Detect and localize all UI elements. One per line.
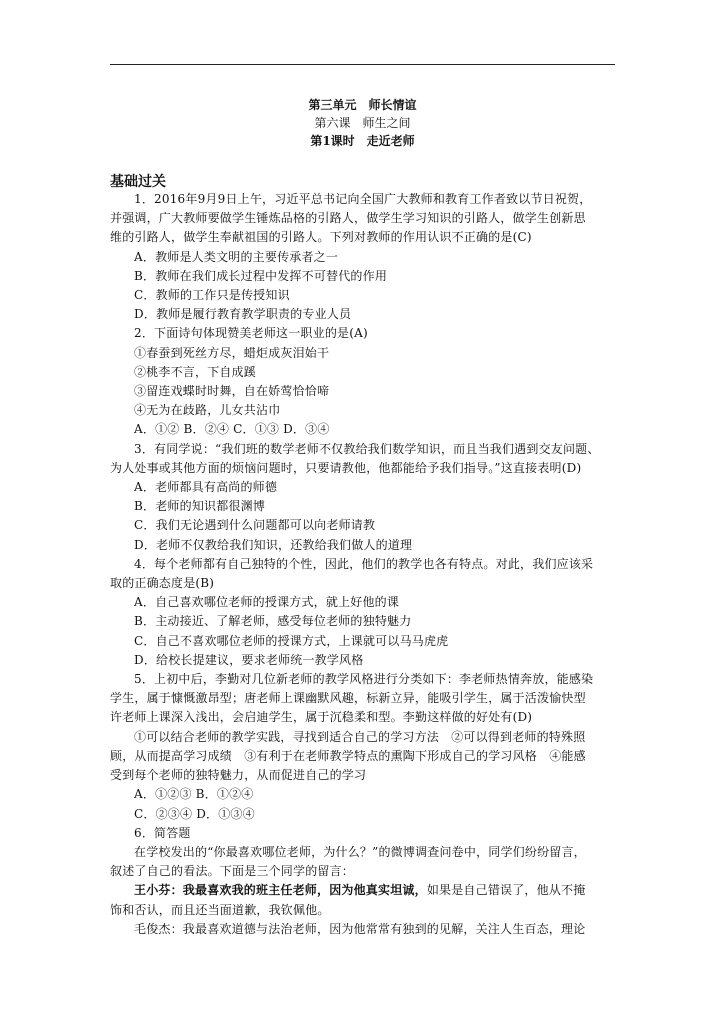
text-line: 顾，从而提高学习成绩 ③有利于在老师教学特点的熏陶下形成自己的学习风格 ④能感: [110, 748, 586, 763]
text-line: 毛俊杰：我最喜欢道德与法治老师，因为他常常有独到的见解，关注人生百态，理论: [134, 921, 586, 936]
text-line: 取的正确态度是(B): [110, 576, 215, 591]
quote-line: [110, 881, 615, 900]
option-line: ①春蚕到死丝方尽，蜡炬成灰泪始干: [134, 345, 330, 360]
quote-bold: 王小芬：我最喜欢我的班主任老师，因为他真实坦诚，: [134, 883, 427, 898]
text-line: 4．每个老师都有自己独特的个性，因此，他们的教学也各有特点。对此，我们应该采: [134, 556, 594, 571]
text-line: 在学校发出的“你最喜欢哪位老师，为什么？”的微博调查问卷中，同学们纷纷留言，: [134, 844, 586, 859]
text-line: 叙述了自己的看法。下面是三个同学的留言：: [110, 864, 355, 879]
text-line: 6．简答题: [134, 825, 191, 840]
option-line: B．老师的知识都很渊博: [134, 499, 266, 514]
option-line: A．老师都具有高尚的师德: [134, 480, 278, 495]
option-line: C．教师的工作只是传授知识: [134, 288, 290, 303]
text-line: ①可以结合老师的教学实践，寻找到适合自己的学习方法 ②可以得到老师的特殊照: [134, 729, 586, 744]
text-line: 5．上初中后，李勤对几位新老师的教学风格进行分类如下：李老师热情奔放，能感染: [134, 672, 594, 687]
option-line: A．①②③ B．①②④: [134, 787, 254, 802]
option-line: D．教师是履行教育教学职责的专业人员: [134, 307, 352, 322]
option-line: B．教师在我们成长过程中发挥不可替代的作用: [134, 268, 388, 283]
option-line: ③留连戏蝶时时舞，自在娇莺恰恰啼: [134, 384, 330, 399]
option-line: B．主动接近、了解老师，感受每位老师的独特魅力: [134, 614, 412, 629]
option-line: ④无为在歧路，儿女共沾巾: [134, 403, 281, 418]
text-line: 学生，属于慷慨激昂型；唐老师上课幽默风趣，标新立异，能吸引学生，属于活泼愉快型: [110, 691, 586, 706]
option-line: C．自己不喜欢哪位老师的授课方式，上课就可以马马虎虎: [134, 633, 449, 648]
section-title: 基础过关: [110, 174, 166, 190]
text-line: 并强调，广大教师要做学生锤炼品格的引路人，做学生学习知识的引路人，做学生创新思: [110, 211, 586, 226]
text-line: 2．下面诗句体现赞美老师这一职业的是(A): [134, 326, 368, 341]
text-line: 1．2016年9月9日上午，习近平总书记向全国广大教师和教育工作者致以节日祝贺，: [134, 192, 592, 206]
lesson-title: 第六课 师生之间: [314, 116, 411, 130]
text-line: 为人处事或其他方面的烦恼问题时，只要请教他，他都能给予我们指导。”这直接表明(D): [110, 460, 582, 475]
option-line: C．②③④ D．①③④: [134, 806, 255, 821]
option-line: C．我们无论遇到什么问题都可以向老师请教: [134, 518, 376, 533]
option-line: D．老师不仅教给我们知识，还教给我们做人的道理: [134, 537, 413, 552]
text-line: 许老师上课深入浅出，会启迪学生，属于沉稳柔和型。李勤这样做的好处有(D): [110, 710, 533, 725]
text-line: 饰和否认，而且还当面道歉，我钦佩他。: [110, 902, 330, 917]
option-line: A．①② B．②④ C．①③ D．③④: [134, 422, 330, 437]
option-line: ②桃李不言，下自成蹊: [134, 364, 257, 379]
text-line: 维的引路人，做学生奉献祖国的引路人。下列对教师的作用认识不正确的是(C): [110, 230, 532, 245]
period-title: 第1课时 走近老师: [310, 134, 415, 148]
text-line: 3．有同学说：“我们班的数学老师不仅教给我们数学知识，而且当我们遇到交友问题、: [134, 441, 600, 456]
unit-title: 第三单元 师长情谊: [308, 98, 417, 112]
text-line: 受到每个老师的独特魅力，从而促进自己的学习: [110, 768, 367, 783]
header-rule: [110, 64, 615, 65]
quote-rest: 如果是自己错误了，他从不掩: [426, 883, 586, 898]
option-line: D．给校长提建议，要求老师统一教学风格: [134, 652, 364, 667]
question-body: [110, 190, 615, 939]
option-line: A．自己喜欢哪位老师的授课方式，就上好他的课: [134, 595, 400, 610]
option-line: A．教师是人类文明的主要传承者之一: [134, 249, 339, 264]
